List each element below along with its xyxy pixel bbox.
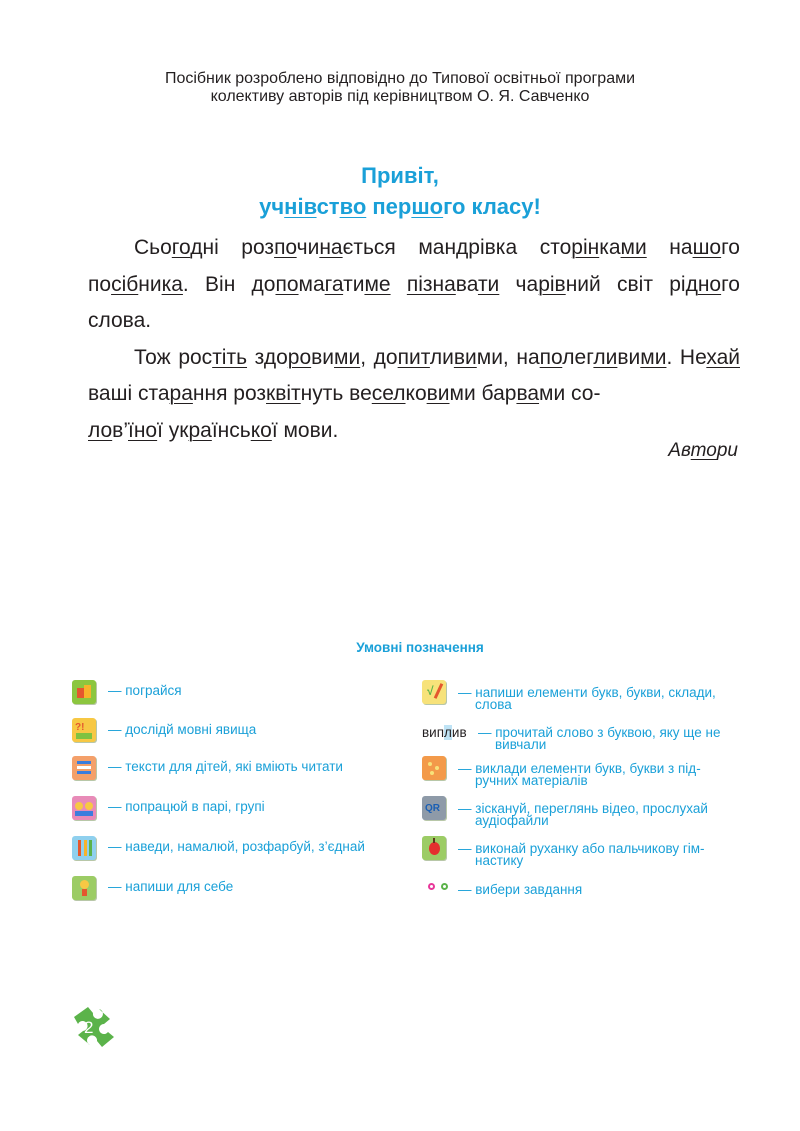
text-segment: чи: [296, 236, 320, 259]
text-segment: ї мови.: [271, 418, 339, 442]
text-segment: нуть ве: [300, 382, 372, 405]
underlined-syllable: то: [690, 440, 717, 461]
underlined-syllable: га: [324, 272, 344, 296]
legend-text-cont: вивчали: [495, 737, 547, 752]
write-for-self-icon: [72, 876, 96, 900]
text-segment: ко: [405, 382, 427, 405]
text-segment: . Не: [666, 345, 707, 369]
text-segment: здо: [247, 345, 288, 369]
underlined-syllable: ли: [593, 345, 618, 369]
underlined-syllable: ме: [364, 272, 391, 296]
legend-item-new-letter: [422, 724, 772, 754]
text-segment: їнсь: [211, 418, 251, 442]
legend-text-cont: аудіофайли: [475, 813, 549, 828]
underlined-syllable: на: [432, 272, 456, 296]
text-segment: пер: [366, 194, 412, 219]
title-line-2: [0, 191, 800, 222]
legend-item-handout: [422, 756, 772, 786]
underlined-syllable: по: [539, 345, 563, 369]
underlined-syllable: но: [697, 272, 722, 296]
text-segment: на: [646, 236, 693, 259]
underlined-syllable: по: [275, 272, 299, 296]
legend-text-cont: слова: [475, 697, 512, 712]
text-segment: ли: [429, 345, 454, 369]
text-segment: Сьо: [134, 236, 172, 259]
header-line-2: колективу авторів під керівництвом О. Я. Савченко: [210, 88, 590, 105]
underlined-syllable: рів: [538, 272, 566, 296]
text-segment: ви: [617, 345, 641, 369]
text-segment: в’: [112, 418, 128, 442]
legend-item-pair-work: [72, 796, 402, 822]
reading-icon: [72, 756, 96, 780]
legend-item-exercise: [422, 836, 772, 866]
legend-text: — наведи, намалюй, розфарбуй, з’єднай: [108, 839, 365, 854]
text-segment: уч: [259, 194, 285, 219]
text-segment: ви: [311, 345, 335, 369]
text-segment: ва: [455, 272, 478, 296]
legend-item-game: [72, 680, 402, 706]
legend-text: — прочитай слово з буквою, яку ще не: [478, 725, 721, 740]
text-segment: ї ук: [157, 418, 189, 442]
underlined-syllable: нів: [284, 194, 317, 219]
underlined-syllable: ко: [250, 418, 272, 442]
legend-text: — пограйся: [108, 683, 182, 698]
legend-text: — тексти для дітей, які вміють читати: [108, 759, 343, 774]
text-segment: ка: [599, 236, 621, 259]
text-segment: ми бар: [449, 382, 517, 405]
header-line-1: Посібник розроблено відповідно до Типової освітньої програми: [164, 70, 636, 87]
underlined-syllable: сіб: [111, 272, 139, 296]
text-segment: го класу!: [443, 194, 541, 219]
underlined-syllable: ми: [640, 345, 667, 369]
text-segment: ний світ рід: [565, 272, 698, 296]
underlined-syllable: шо: [692, 236, 722, 259]
text-segment: Тож рос: [134, 345, 213, 369]
underlined-syllable: піз: [406, 272, 433, 296]
handout-icon: [422, 756, 446, 780]
text-segment: ння роз: [192, 382, 267, 405]
text-segment: . Він до: [182, 272, 276, 296]
underlined-syllable: го: [171, 236, 191, 259]
legend-text: — попрацюй в парі, групі: [108, 799, 265, 814]
pair-work-icon: [72, 796, 96, 820]
legend-item-qr: [422, 796, 772, 826]
underlined-syllable: ви: [453, 345, 477, 369]
legend-text: — напиши елементи букв, букви, склади,: [458, 685, 716, 700]
qr-icon: QR: [422, 796, 446, 820]
underlined-syllable: ми: [620, 236, 647, 259]
underlined-syllable: ви: [426, 382, 450, 405]
legend-text: — виклади елементи букв, букви з під-: [458, 761, 701, 776]
write-letters-icon: √: [422, 680, 446, 704]
choose-dot-green-icon: [441, 883, 448, 890]
underlined-syllable: сел: [371, 382, 406, 405]
text-segment: ни: [138, 272, 162, 296]
text-segment: ти: [343, 272, 365, 296]
underlined-syllable: ло: [88, 418, 113, 442]
legend-item-research: [72, 718, 402, 744]
underlined-syllable: ра: [169, 382, 193, 405]
highlighted-letter: л: [444, 725, 452, 740]
text-segment: дні роз: [190, 236, 275, 259]
text-segment: ча: [499, 272, 539, 296]
text-segment: Ав: [668, 440, 691, 461]
legend-title: Умовні позначення: [356, 640, 484, 655]
exercise-icon: [422, 836, 446, 860]
underlined-syllable: рін: [571, 236, 600, 259]
legend-item-write-for-self: [72, 876, 402, 902]
header: [0, 70, 800, 106]
underlined-syllable: хай: [706, 345, 740, 369]
text-segment: [391, 273, 407, 296]
title-line-1: Привіт,: [361, 163, 439, 188]
text-segment: , до: [360, 345, 398, 369]
text-segment: ваші ста: [88, 382, 170, 405]
text-segment: ється мандрівка сто: [342, 236, 572, 259]
legend-item-drawing: [72, 836, 402, 862]
drawing-icon: [72, 836, 96, 860]
paragraph-2: [88, 340, 740, 450]
legend-text: — вибери завдання: [458, 882, 583, 897]
signature-authors: [668, 440, 738, 462]
text-segment: ми, на: [476, 345, 540, 369]
text-segment: ма: [298, 272, 325, 296]
legend-item-write-letters: [422, 680, 772, 710]
page-number-badge: [68, 1003, 118, 1049]
legend-text-cont: ручних матеріалів: [475, 773, 588, 788]
page-number: 2: [84, 1018, 94, 1037]
research-icon: ?!: [72, 718, 96, 742]
underlined-syllable: во: [339, 194, 367, 219]
choose-dot-pink-icon: [428, 883, 435, 890]
underlined-syllable: на: [319, 236, 343, 259]
text-segment: лег: [562, 345, 594, 369]
text-segment: ст: [316, 194, 340, 219]
text-segment: го по: [88, 236, 740, 296]
underlined-syllable: квіт: [266, 382, 301, 405]
legend-item-reading: [72, 756, 402, 782]
text-segment: ми со-: [539, 382, 601, 405]
underlined-syllable: ва: [516, 382, 540, 405]
text-segment: го слова.: [88, 272, 740, 332]
paragraph-1: [88, 230, 740, 340]
text-segment: ри: [716, 440, 738, 461]
legend-text-cont: настику: [475, 853, 524, 868]
underlined-syllable: тіть: [212, 345, 248, 369]
underlined-syllable: шо: [411, 194, 444, 219]
intro-text: [88, 230, 740, 449]
underlined-syllable: ми: [334, 345, 361, 369]
underlined-syllable: ра: [188, 418, 212, 442]
game-icon: [72, 680, 96, 704]
legend-text: — зіскануй, переглянь відео, прослухай: [458, 801, 708, 816]
underlined-syllable: ро: [287, 345, 312, 369]
legend-text: — напиши для себе: [108, 879, 234, 894]
underlined-syllable: ти: [477, 272, 500, 296]
greeting-title: [0, 160, 800, 222]
new-letter-word-sample: виплив: [422, 725, 467, 740]
underlined-syllable: їно: [128, 418, 158, 442]
underlined-syllable: пит: [397, 345, 430, 369]
underlined-syllable: по: [274, 236, 297, 259]
legend-text: — дослідй мовні явища: [108, 722, 257, 737]
underlined-syllable: ка: [161, 272, 183, 296]
legend-text: — виконай руханку або пальчикову гім-: [458, 841, 705, 856]
legend-item-choose: [422, 880, 772, 900]
